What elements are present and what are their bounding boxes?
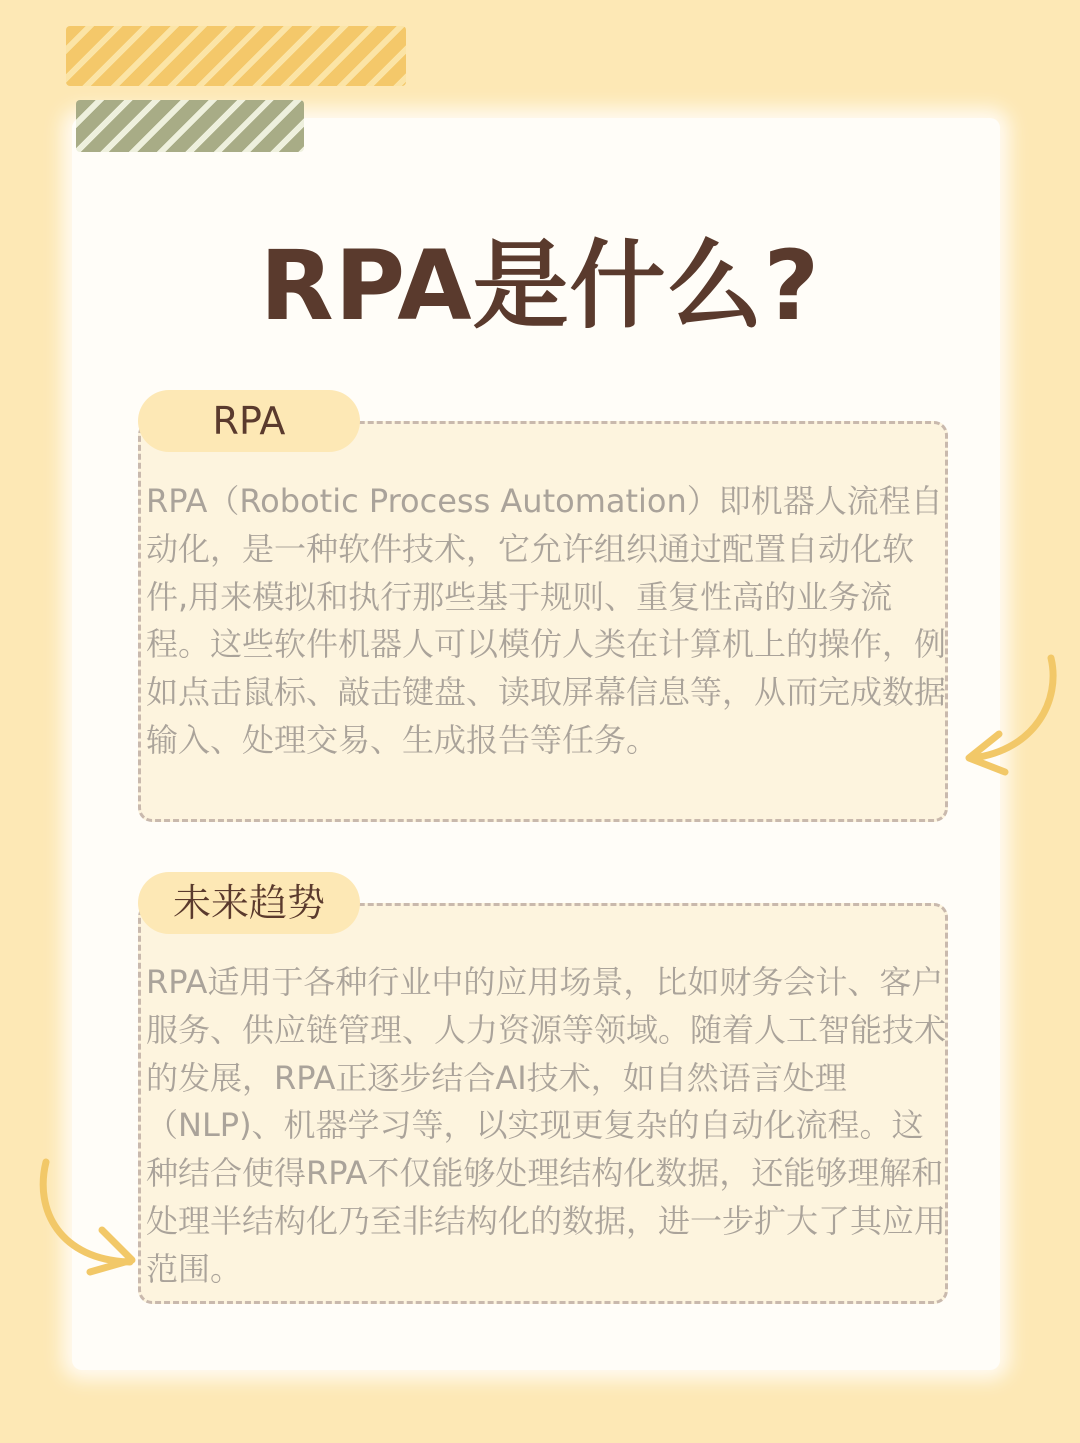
page-title: RPA是什么? — [259, 230, 821, 342]
curved-arrow-left-icon — [30, 1150, 145, 1280]
curved-arrow-right-icon — [955, 650, 1065, 780]
green-washi-tape — [76, 100, 304, 152]
section-tag-rpa: RPA — [138, 390, 360, 452]
yellow-washi-tape — [66, 26, 406, 86]
section-body-trend: RPA适用于各种行业中的应用场景，比如财务会计、客户服务、供应链管理、人力资源等领域。随着人工智能技术的发展，RPA正逐步结合AI技术，如自然语言处理（NLP)、机器学习等，以实现更复杂的自动化流程。这种结合使得RPA不仅能够处理结构化数据，还能够理解和处理半结构化乃至非结构化的数据，进一步扩大了其应用范围。 — [146, 963, 947, 1288]
section-body-rpa: RPA（Robotic Process Automation）即机器人流程自动化，是一种软件技术，它允许组织通过配置自动化软件,用来模拟和执行那些基于规则、重复性高的业务流程。这些软件机器人可以模仿人类在计算机上的操作，例如点击鼠标、敲击键盘、读取屏幕信息等，从而完成数据输入、处理交易、生成报告等任务。 — [146, 482, 947, 759]
section-tag-trend: 未来趋势 — [138, 872, 360, 934]
